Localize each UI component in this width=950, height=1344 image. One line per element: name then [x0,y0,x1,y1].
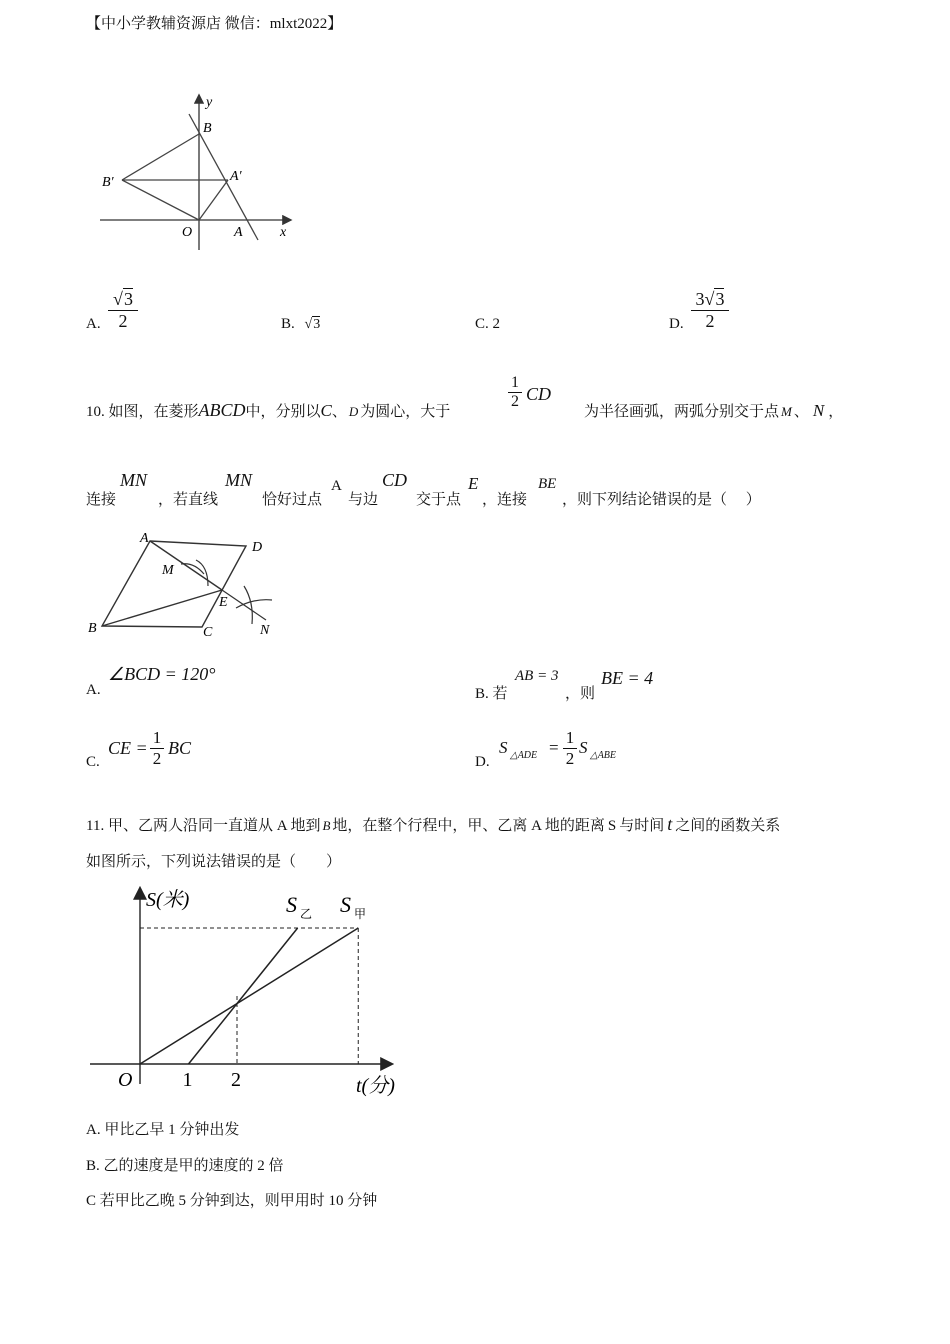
q11-legend-yi-sub: 乙 [300,907,313,921]
page-header: 【中小学教辅资源店 微信：mlxt2022】 [86,16,343,32]
q9-option-c[interactable]: C. 2 [475,316,501,332]
q10-stem-line1: 10. 如图，在菱形ABCD中，分别以C、 D 为圆心，大于 $\frac{1}{2}$ CD 为半径画弧，两弧分别交于点 M 、 N ， [86,374,844,420]
svg-text:E: E [219,595,228,610]
q11-series-line-yi [189,928,298,1064]
q10-option-b[interactable]: B. 若 AB = 3 ，则 BE = 4 [475,668,654,702]
q11-tick-2: 2 [231,1069,241,1091]
q11-option-c[interactable]: C 若甲比乙晚 5 分钟到达，则甲用时 10 分钟 [86,1193,378,1209]
svg-text:M: M [162,563,174,578]
q10-option-d[interactable]: D. S △ADE = $\frac{1}{2}$ S △ABE [475,728,617,770]
q9-label-a: A [234,225,243,240]
q9-label-x: x [280,225,287,240]
q9-label-bprime: B′ [102,175,114,190]
q10-line-ae [150,541,222,590]
q9-option-b[interactable]: B. √3 [281,316,321,332]
q9-seg-bb [122,134,199,180]
q11-chart [86,880,416,1102]
q10-option-c[interactable]: C. CE = $\frac{1}{2}$ BC [86,728,192,770]
q10-option-a[interactable]: A. ∠BCD = 120° [86,664,216,698]
svg-text:C: C [203,625,213,640]
q11-tick-1: 1 [182,1069,193,1091]
q9-label-b: B [203,121,212,136]
q11-legend-jia-sub: 甲 [354,907,367,921]
q11-option-b[interactable]: B. 乙的速度是甲的速度的 2 倍 [86,1158,284,1174]
q11-xlabel: t(分) [356,1075,395,1097]
svg-text:D: D [252,540,263,555]
q9-seg-oa [199,180,228,220]
q9-label-o: O [182,225,193,240]
q11-legend-jia: S [340,892,351,917]
q10-stem-line2: 连接 MN ，若直线 MN 恰好过点 A 与边 CD 交于点 E ，连接 BE ，则下列结论错误的是（ ） [86,470,761,508]
q11-tick-o: O [118,1069,133,1091]
q11-ylabel: S(米) [146,889,190,911]
q10-figure [86,526,282,644]
q9-seg-bo [122,180,199,220]
q11-stem-line2: 如图所示，下列说法错误的是（ ） [86,854,342,870]
q11-series-line-jia [140,928,358,1064]
q11-option-a[interactable]: A. 甲比乙早 1 分钟出发 [86,1122,240,1138]
q9-label-aprime: A′ [230,169,242,184]
q10-rhombus [102,541,246,627]
svg-text:B: B [88,621,97,636]
q11-legend-yi: S [286,892,297,917]
q9-figure [92,92,302,257]
svg-text:A: A [140,531,149,546]
q9-label-y: y [206,95,213,110]
svg-text:N: N [260,623,270,638]
q11-stem-line1: 11. 甲、乙两人沿同一直道从 A 地到 B 地，在整个行程中，甲、乙离 A 地的距离 S 与时间 t 之间的函数关系 [86,814,781,834]
